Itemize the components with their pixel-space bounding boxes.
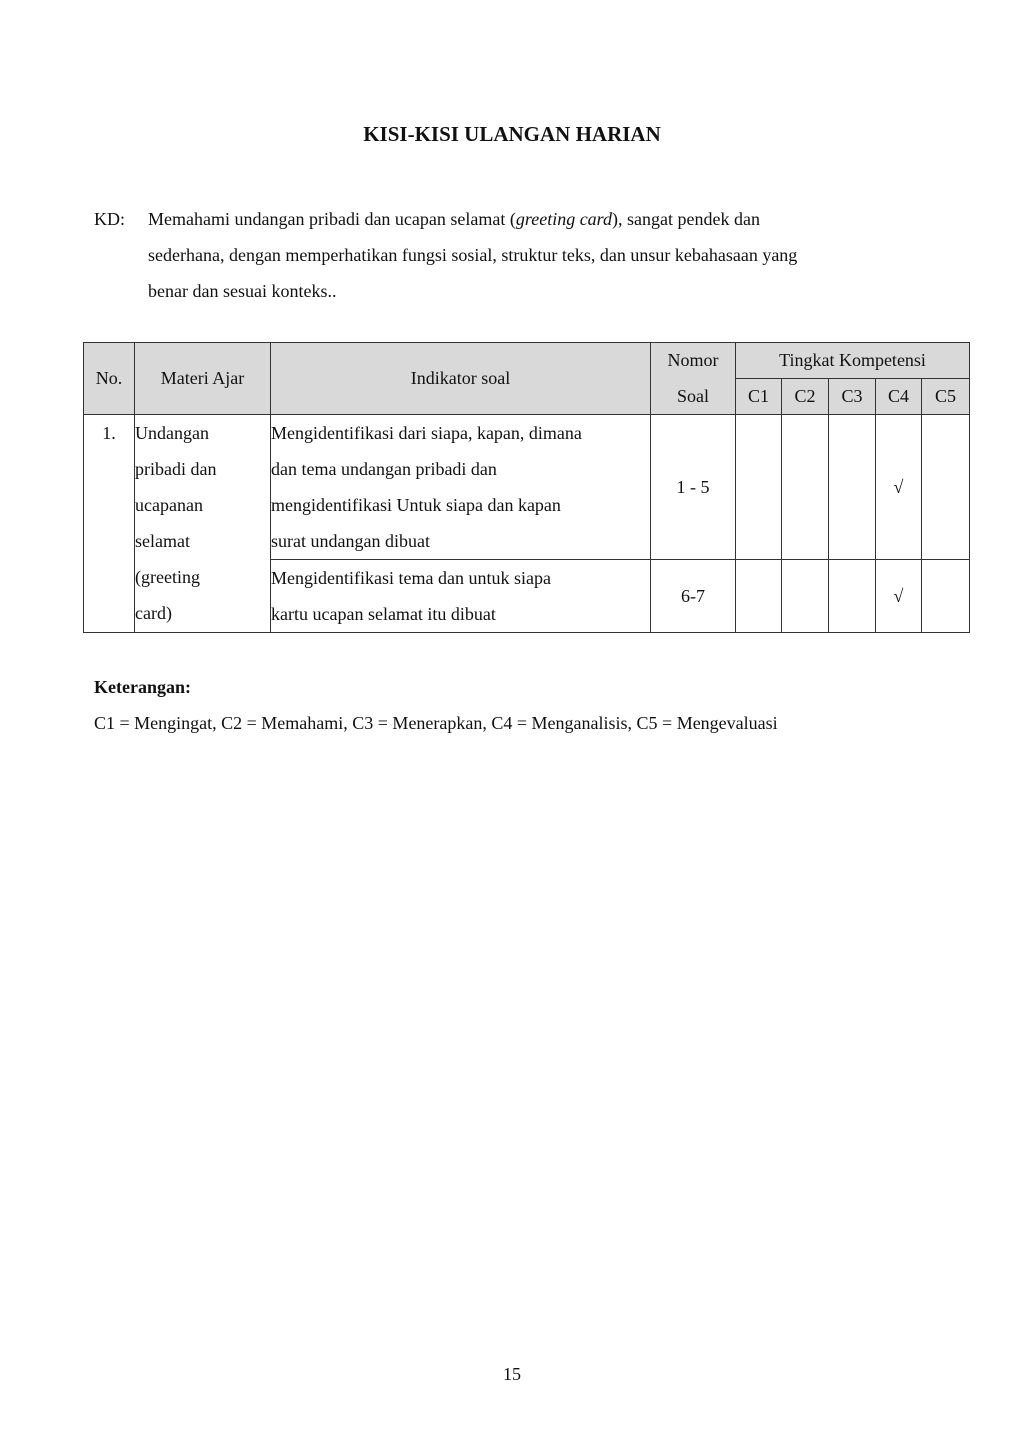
- c4-mark: √: [876, 415, 922, 560]
- header-materi-ajar: Materi Ajar: [135, 343, 271, 415]
- indikator-line: kartu ucapan selamat itu dibuat: [271, 604, 496, 624]
- header-tingkat-kompetensi: Tingkat Kompetensi: [736, 343, 970, 379]
- indikator-line: Mengidentifikasi dari siapa, kapan, dimana: [271, 423, 582, 443]
- c1-mark: [736, 560, 782, 633]
- indikator-cell: [271, 415, 651, 560]
- row-number: 1.: [84, 415, 135, 633]
- materi-ajar-cell: [135, 415, 271, 633]
- materi-line: selamat: [135, 531, 190, 551]
- c3-mark: [829, 415, 876, 560]
- page-title: KISI-KISI ULANGAN HARIAN: [363, 122, 661, 146]
- materi-line: card): [135, 603, 172, 623]
- header-soal: Soal: [651, 379, 736, 415]
- c5-mark: [922, 415, 970, 560]
- table-row: [84, 415, 970, 560]
- kd-line-1: Memahami undangan pribadi dan ucapan selamat (greeting card), sangat pendek dan: [148, 209, 760, 229]
- kd-description: [148, 201, 890, 309]
- header-c3: C3: [829, 379, 876, 415]
- materi-line: ucapanan: [135, 495, 203, 515]
- indikator-line: surat undangan dibuat: [271, 531, 430, 551]
- header-nomor: Nomor: [651, 343, 736, 379]
- indikator-line: mengidentifikasi Untuk siapa dan kapan: [271, 495, 561, 515]
- indikator-line: dan tema undangan pribadi dan: [271, 459, 497, 479]
- c2-mark: [782, 415, 829, 560]
- keterangan-text: C1 = Mengingat, C2 = Memahami, C3 = Menerapkan, C4 = Menganalisis, C5 = Mengevaluasi: [94, 713, 778, 733]
- materi-line: Undangan: [135, 423, 209, 443]
- header-c2: C2: [782, 379, 829, 415]
- header-no: No.: [84, 343, 135, 415]
- c2-mark: [782, 560, 829, 633]
- c1-mark: [736, 415, 782, 560]
- c3-mark: [829, 560, 876, 633]
- c5-mark: [922, 560, 970, 633]
- c4-mark: √: [876, 560, 922, 633]
- indikator-line: Mengidentifikasi tema dan untuk siapa: [271, 568, 551, 588]
- page-number: 15: [503, 1364, 521, 1384]
- kisi-kisi-table: [83, 342, 970, 633]
- kd-line-3: benar dan sesuai konteks..: [148, 281, 337, 301]
- kd-line-2: sederhana, dengan memperhatikan fungsi sosial, struktur teks, dan unsur kebahasaan yang: [148, 245, 798, 265]
- nomor-soal-cell: 6-7: [651, 560, 736, 633]
- header-c5: C5: [922, 379, 970, 415]
- materi-line: (greeting: [135, 567, 200, 587]
- indikator-cell: [271, 560, 651, 633]
- header-c4: C4: [876, 379, 922, 415]
- kd-label: KD:: [94, 209, 125, 229]
- header-indikator-soal: Indikator soal: [271, 343, 651, 415]
- header-c1: C1: [736, 379, 782, 415]
- materi-line: pribadi dan: [135, 459, 217, 479]
- keterangan-title: Keterangan:: [94, 677, 191, 697]
- nomor-soal-cell: 1 - 5: [651, 415, 736, 560]
